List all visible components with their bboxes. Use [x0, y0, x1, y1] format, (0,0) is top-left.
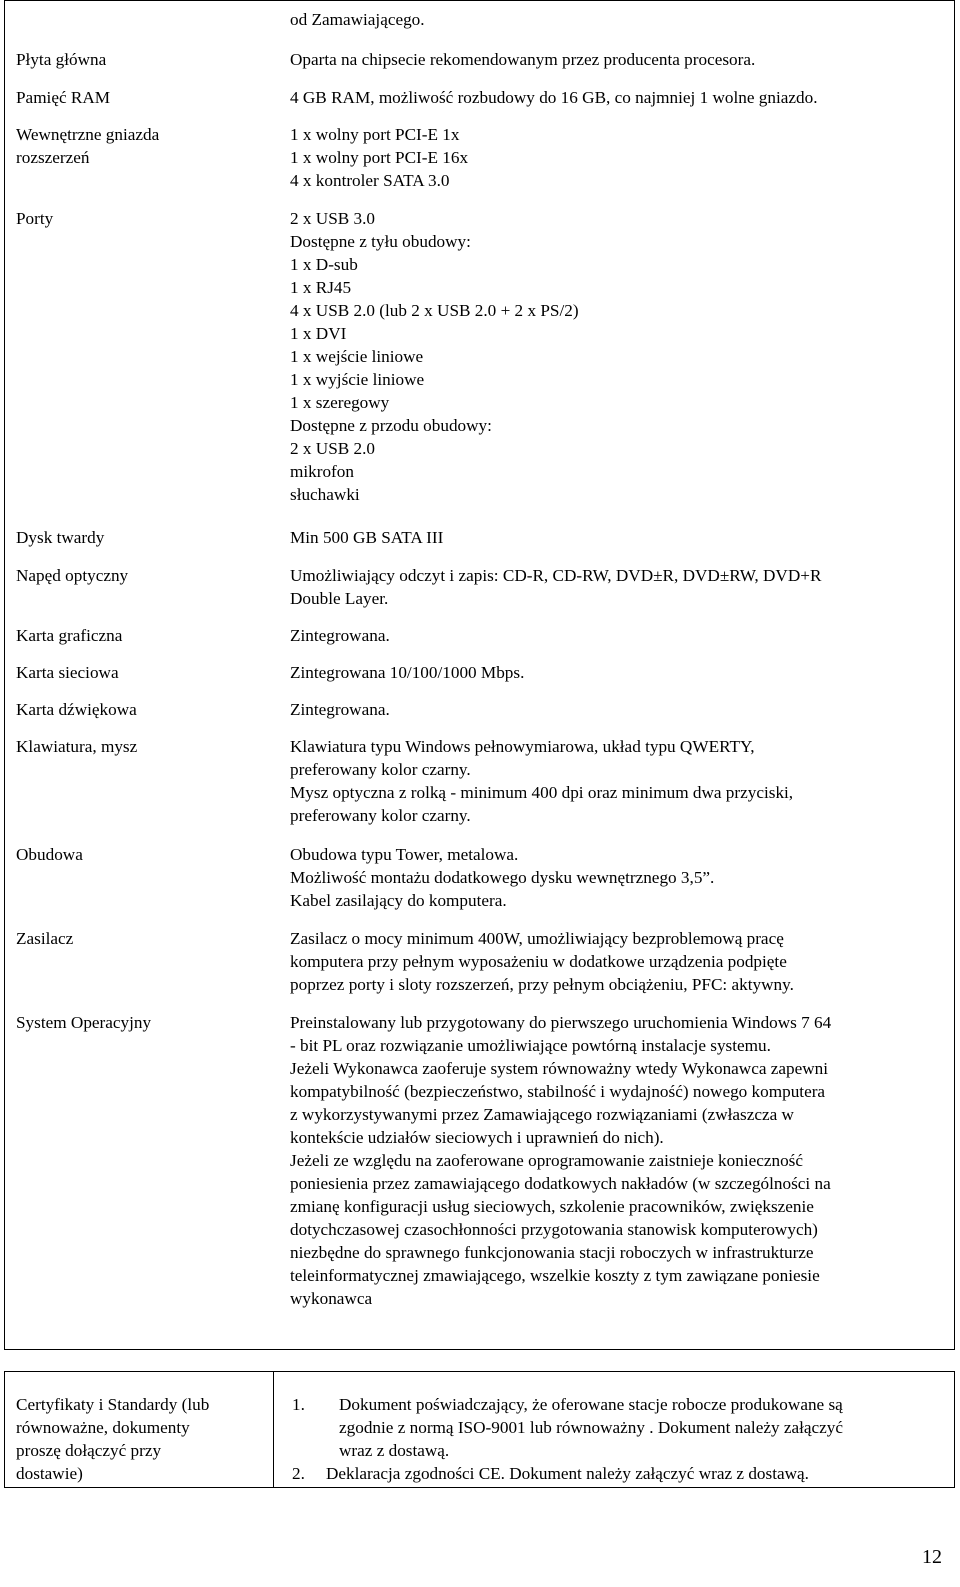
cert-requirements-list — [292, 1393, 843, 1485]
row-label-operating-system: System Operacyjny — [16, 1013, 152, 1032]
table-border-left — [4, 0, 5, 1350]
row-value-power-supply: Zasilacz o mocy minimum 400W, umożliwiający bezproblemową pracę komputera przy pełnym wyposażeniu w dodatkowe urządzenia podpięte poprzez porty i sloty rozszerzeń, przy pełnym obciążeniu, PFC: aktywny. — [290, 929, 794, 994]
row-value-hard-disk: Min 500 GB SATA III — [290, 528, 444, 547]
list-item-number: 2. — [292, 1464, 305, 1483]
cert-table-border-top — [4, 1371, 955, 1372]
table-border-bottom — [4, 1349, 955, 1350]
row-value-graphics-card: Zintegrowana. — [290, 626, 390, 645]
row-label-sound-card: Karta dźwiękowa — [16, 700, 137, 719]
row-value-case: Obudowa typu Tower, metalowa. Możliwość montażu dodatkowego dysku wewnętrznego 3,5”. Kabel zasilający do komputera. — [290, 845, 715, 910]
cert-table-border-right — [954, 1371, 955, 1488]
list-item: 2. Deklaracja zgodności CE. Dokument należy załączyć wraz z dostawą. — [292, 1464, 809, 1483]
row-value-network-card: Zintegrowana 10/100/1000 Mbps. — [290, 663, 525, 682]
row-label-hard-disk: Dysk twardy — [16, 528, 105, 547]
table-border-top — [4, 0, 955, 1]
row-label-keyboard-mouse: Klawiatura, mysz — [16, 737, 138, 756]
row-label-optical-drive: Napęd optyczny — [16, 566, 129, 585]
list-item: 1. Dokument poświadczający, że oferowane stacje robocze produkowane są zgodnie z normą ISO-9001 lub równoważny . Dokument należy załączyć wraz z dostawą. — [292, 1395, 843, 1460]
row-label-graphics-card: Karta graficzna — [16, 626, 123, 645]
page-number: 12 — [922, 1546, 942, 1568]
cert-table-border-divider — [273, 1371, 274, 1488]
top-fragment-text: od Zamawiającego. — [290, 10, 425, 29]
row-value-operating-system: Preinstalowany lub przygotowany do pierwszego uruchomienia Windows 7 64 - bit PL oraz rozwiązanie umożliwiające powtórną instalacje systemu. Jeżeli Wykonawca zaoferuje system równoważny wtedy Wykonawca zapewni kompatybilność (bezpieczeństwo, stabilność i wydajność) nowego komputera z wykorzystywanymi przez Zamawiającego rozwiązaniami (zwłaszcza w kontekście udziałów sieciowych i uprawnień do nich). Jeżeli ze względu na zaoferowane oprogramowanie zaistnieje konieczność poniesienia przez zamawiającego dodatkowych nakładów (w szczególności na zmianę konfiguracji usług sieciowych, szkolenie pracowników, zwiększenie dotychczasowej czasochłonności przygotowania stanowisk komputerowych) niezbędne do sprawnego funkcjonowania stacji roboczych w infrastrukturze teleinformatycznej zmawiającego, wszelkie koszty z tym zawiązane poniesie wykonawca — [290, 1013, 832, 1308]
row-label-mainboard: Płyta główna — [16, 50, 107, 69]
list-item-number: 1. — [292, 1395, 305, 1414]
row-value-ports: 2 x USB 3.0 Dostępne z tyłu obudowy: 1 x D-sub 1 x RJ45 4 x USB 2.0 (lub 2 x USB 2.0 + 2 x PS/2) 1 x DVI 1 x wejście liniowe 1 x wyjście liniowe 1 x szeregowy Dostępne z przodu obudowy: 2 x USB 2.0 mikrofon słuchawki — [290, 209, 579, 504]
cert-table-border-left — [4, 1371, 5, 1488]
row-value-sound-card: Zintegrowana. — [290, 700, 390, 719]
row-label-network-card: Karta sieciowa — [16, 663, 119, 682]
table-border-right — [954, 0, 955, 1350]
cert-table-border-bottom — [4, 1487, 955, 1488]
row-label-expansion-slots: Wewnętrzne gniazda rozszerzeń — [16, 125, 160, 167]
row-label-case: Obudowa — [16, 845, 83, 864]
row-value-keyboard-mouse: Klawiatura typu Windows pełnowymiarowa, układ typu QWERTY, preferowany kolor czarny. Mysz optyczna z rolką - minimum 400 dpi oraz minimum dwa przyciski, preferowany kolor czarny. — [290, 737, 794, 825]
row-label-ports: Porty — [16, 209, 54, 228]
row-value-optical-drive: Umożliwiający odczyt i zapis: CD-R, CD-RW, DVD±R, DVD±RW, DVD+R Double Layer. — [290, 566, 822, 608]
cert-table-label: Certyfikaty i Standardy (lub równoważne, dokumenty proszę dołączyć przy dostawie) — [16, 1395, 210, 1483]
row-label-ram: Pamięć RAM — [16, 88, 111, 107]
row-value-ram: 4 GB RAM, możliwość rozbudowy do 16 GB, co najmniej 1 wolne gniazdo. — [290, 88, 818, 107]
row-value-mainboard: Oparta na chipsecie rekomendowanym przez producenta procesora. — [290, 50, 756, 69]
row-value-expansion-slots: 1 x wolny port PCI-E 1x 1 x wolny port PCI-E 16x 4 x kontroler SATA 3.0 — [290, 125, 469, 190]
row-label-power-supply: Zasilacz — [16, 929, 74, 948]
